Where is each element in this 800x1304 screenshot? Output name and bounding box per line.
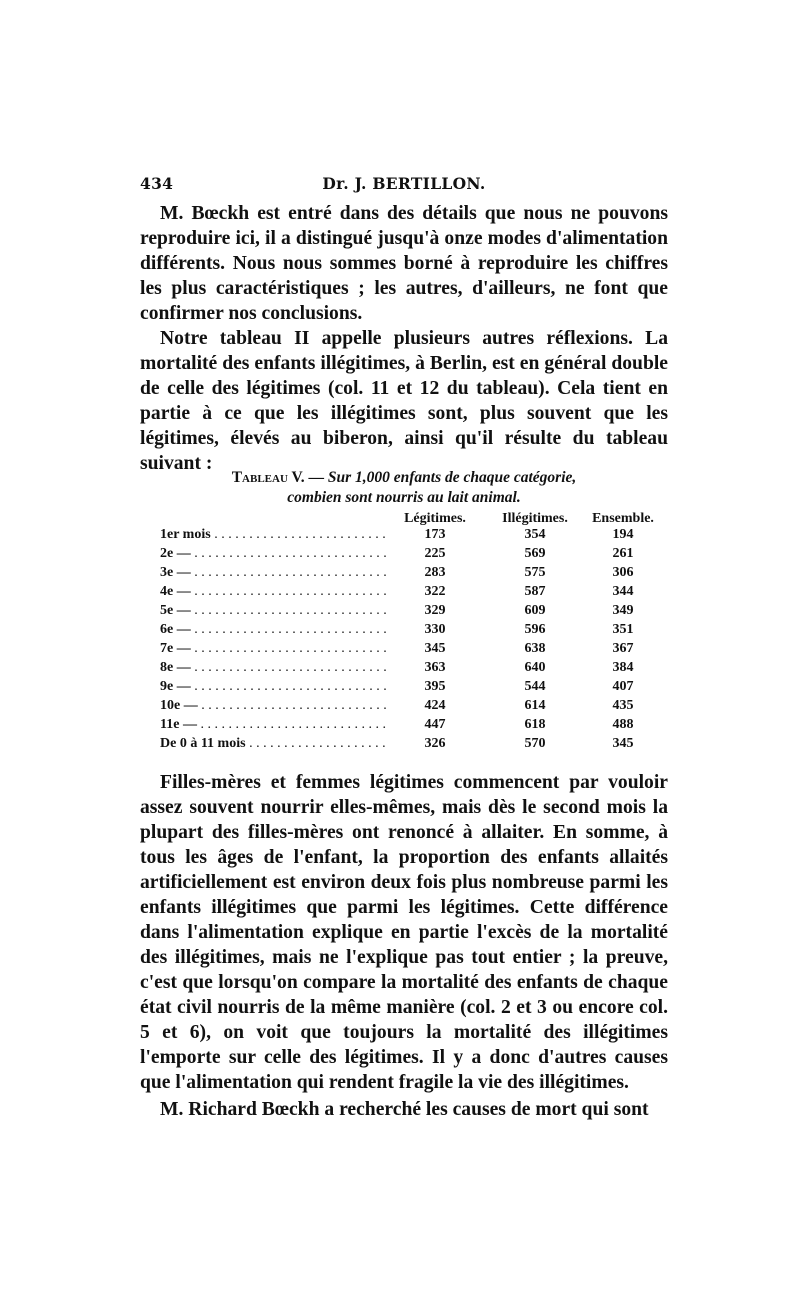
row-label: 6e — . . .: [160, 622, 390, 638]
cell-legitimes: 225: [424, 546, 446, 561]
cell-legitimes: 395: [424, 679, 446, 694]
cell-illegitimes: 609: [524, 603, 546, 618]
row-label: 8e — . . .: [160, 660, 390, 676]
page-header: [140, 174, 668, 198]
table-row: [0, 698, 800, 717]
cell-ensemble: 261: [612, 546, 634, 561]
table-row: [0, 717, 800, 736]
table-row: [0, 622, 800, 641]
cell-legitimes: 326: [424, 736, 446, 751]
row-label: 2e — . . .: [160, 546, 390, 562]
cell-illegitimes: 618: [524, 717, 546, 732]
row-label: 3e — . . .: [160, 565, 390, 581]
cell-illegitimes: 570: [524, 736, 546, 751]
row-label: 5e — . . .: [160, 603, 390, 619]
running-title: Dr. J. BERTILLON.: [322, 174, 486, 193]
table-row: [0, 660, 800, 679]
table-label: Tableau V.: [231, 469, 305, 486]
cell-illegitimes: 638: [524, 641, 546, 656]
cell-ensemble: 435: [612, 698, 634, 713]
row-label: 11e — . . .: [160, 717, 390, 733]
table-title-line2: combien sont nourris au lait animal.: [287, 489, 521, 506]
table-row: [0, 736, 800, 755]
cell-ensemble: 384: [612, 660, 634, 675]
cell-legitimes: 329: [424, 603, 446, 618]
paragraph-4: M. Richard Bœckh a recherché les causes de mort qui sont: [160, 1099, 649, 1120]
cell-illegitimes: 587: [524, 584, 546, 599]
table-row: [0, 546, 800, 565]
cell-ensemble: 306: [612, 565, 634, 580]
cell-legitimes: 345: [424, 641, 446, 656]
cell-legitimes: 322: [424, 584, 446, 599]
cell-ensemble: 194: [612, 527, 634, 542]
column-header-ensemble: Ensemble.: [592, 511, 654, 526]
cell-legitimes: 363: [424, 660, 446, 675]
cell-ensemble: 349: [612, 603, 634, 618]
cell-ensemble: 407: [612, 679, 634, 694]
table-row: [0, 679, 800, 698]
page-number: 434: [140, 174, 174, 193]
cell-illegitimes: 596: [524, 622, 546, 637]
table-row: [0, 641, 800, 660]
table-row: [0, 603, 800, 622]
table-row: [0, 565, 800, 584]
cell-ensemble: 367: [612, 641, 634, 656]
cell-illegitimes: 614: [524, 698, 546, 713]
cell-ensemble: 344: [612, 584, 634, 599]
caption-dash: —: [304, 469, 328, 486]
row-label: 4e — . . .: [160, 584, 390, 600]
cell-ensemble: 488: [612, 717, 634, 732]
row-label: 9e — . . .: [160, 679, 390, 695]
table-caption: [140, 468, 668, 508]
cell-illegitimes: 544: [524, 679, 546, 694]
paragraph-1: M. Bœckh est entré dans des détails que nous ne pouvons reproduire ici, il a distingué jusqu'à onze modes d'alimentation différents. Nous nous sommes borné à reproduire les chiffres les plus caractéristiques ; les autres, d'ailleurs, ne font que confirmer nos conclusions.: [140, 203, 668, 324]
cell-legitimes: 173: [424, 527, 446, 542]
row-label: 1er mois . . .: [160, 527, 390, 543]
cell-legitimes: 424: [424, 698, 446, 713]
cell-ensemble: 345: [612, 736, 634, 751]
cell-legitimes: 447: [424, 717, 446, 732]
column-header-legitimes: Légitimes.: [404, 511, 466, 526]
table-title-line1: Sur 1,000 enfants de chaque catégorie,: [327, 469, 577, 486]
paragraph-2: Notre tableau II appelle plusieurs autres réflexions. La mortalité des enfants illégitimes, à Berlin, est en général double de celle des légitimes (col. 11 et 12 du tableau). Cela tient en partie à ce que les illégitimes sont, plus souvent que les légitimes, élevés au biberon, ainsi qu'il résulte du tableau suivant :: [140, 328, 668, 474]
table-row: [0, 584, 800, 603]
cell-ensemble: 351: [612, 622, 634, 637]
table-row: [0, 527, 800, 546]
cell-illegitimes: 354: [524, 527, 546, 542]
row-label: 10e — . . .: [160, 698, 390, 714]
cell-legitimes: 283: [424, 565, 446, 580]
cell-legitimes: 330: [424, 622, 446, 637]
row-label: 7e — . . .: [160, 641, 390, 657]
cell-illegitimes: 569: [524, 546, 546, 561]
paragraph-3: Filles-mères et femmes légitimes commencent par vouloir assez souvent nourrir elles-mêmes, mais dès le second mois la plupart des filles-mères ont renoncé à allaiter. En somme, à tous les âges de l'enfant, la proportion des enfants allaités artificiellement est environ deux fois plus nombreuse parmi les enfants illégitimes que parmi les légitimes. Cette différence dans l'alimentation explique en partie l'excès de la mortalité des illégitimes, mais ne l'explique pas tout entier ; la preuve, c'est que lorsqu'on compare la mortalité des enfants de chaque état civil nourris de la même manière (col. 2 et 3 ou encore col. 5 et 6), on voit que toujours la mortalité des illégitimes l'emporte sur celle des légitimes. Il y a donc d'autres causes que l'alimentation qui rendent fragile la vie des illégitimes.: [140, 772, 668, 1093]
column-header-illegitimes: Illégitimes.: [502, 511, 568, 526]
cell-illegitimes: 575: [524, 565, 546, 580]
cell-illegitimes: 640: [524, 660, 546, 675]
row-label: De 0 à 11 mois . . .: [160, 736, 390, 752]
